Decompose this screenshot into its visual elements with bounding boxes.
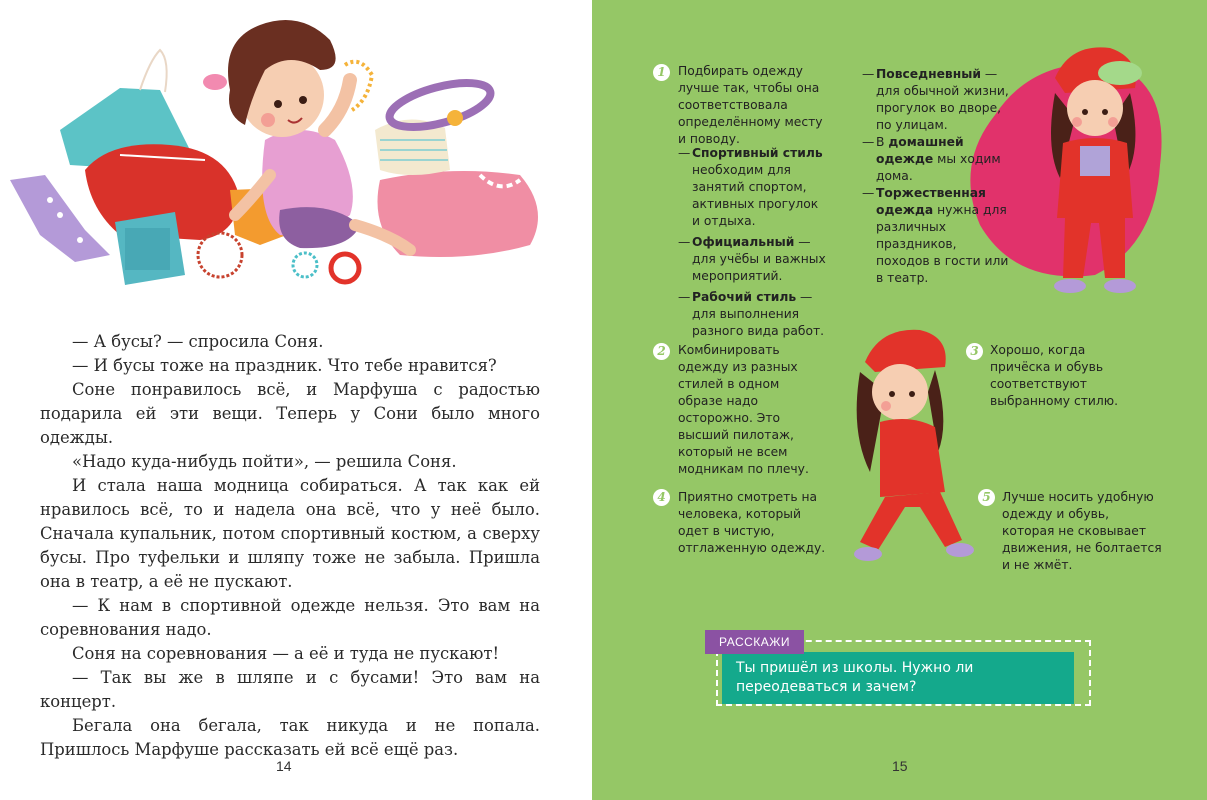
tip-2-text: Комбинировать одежду из разных стилей в одном образе надо осторожно. Это высший пилотаж, который не всем модникам по плечу. [678,343,809,476]
clothing-styles-list-1 [678,145,828,344]
story-paragraph: Соне понравилось всё, и Марфуша с радостью подарила ей эти вещи. Теперь у Сони было много одежды. [40,380,540,447]
tip-number-2: 2 [653,343,670,360]
discussion-label: РАССКАЖИ [705,630,804,654]
left-page [0,0,592,800]
style-item: — Официальный — для учёбы и важных мероприятий. [678,234,828,285]
story-paragraph: «Надо куда-нибудь пойти», — решила Соня. [72,452,457,471]
walking-girl-illustration [850,322,982,568]
style-item: — Повседневный — для обычной жизни, прогулок во дворе, по улицам. [862,66,1012,134]
tip-number-1: 1 [653,64,670,81]
style-item: — Торжественная одежда нужна для различных праздников, походов в гости или в театр. [862,185,1012,287]
clothing-styles-list-2 [862,66,1012,287]
story-text [40,330,540,762]
story-paragraph: — Так вы же в шляпе и с бусами! Это вам на концерт. [40,668,540,711]
tip-1-text: Подбирать одежду лучше так, чтобы она соответствовала определённому месту и поводу. [678,64,823,146]
girl-with-clothes-illustration [0,0,592,300]
story-paragraph: И стала наша модница собираться. А так как ей нравилось всё, то и надела она всё, что у неё было. Сначала купальник, потом спортивный костюм, а сверху бусы. Про туфельки и шляпу тоже не забыла. Пришла она в театр, а её не пускают. [40,476,540,591]
tip-5-text: Лучше носить удобную одежду и обувь, которая не сковывает движения, не болтается и не жмёт. [1002,490,1162,572]
style-item: — Спортивный стиль необходим для занятий спортом, активных прогулок и отдыха. [678,145,828,230]
girl-in-tracksuit-illustration [1025,38,1155,300]
tip-number-3: 3 [966,343,983,360]
tip-number-4: 4 [653,489,670,506]
story-paragraph: — А бусы? — спросила Соня. [72,332,324,351]
page-number-left: 14 [276,758,292,774]
style-item: — Рабочий стиль — для выполнения разного вида работ. [678,289,828,340]
style-item: — В домашней одежде мы ходим дома. [862,134,1012,185]
story-paragraph: Соня на соревнования — а её и туда не пускают! [72,644,500,663]
page-number-right: 15 [892,758,908,774]
tip-3-text: Хорошо, когда причёска и обувь соответствуют выбранному стилю. [990,343,1118,408]
story-paragraph: — К нам в спортивной одежде нельзя. Это вам на соревнования надо. [40,596,540,639]
tip-number-5: 5 [978,489,995,506]
discussion-question: Ты пришёл из школы. Нужно ли переодеваться и зачем? [722,652,1074,704]
story-paragraph: — И бусы тоже на праздник. Что тебе нравится? [72,356,497,375]
story-paragraph: Бегала она бегала, так никуда и не попала. Пришлось Марфуше рассказать ей всё ещё раз. [40,716,540,759]
tip-4-text: Приятно смотреть на человека, который одет в чистую, отглаженную одежду. [678,490,826,555]
